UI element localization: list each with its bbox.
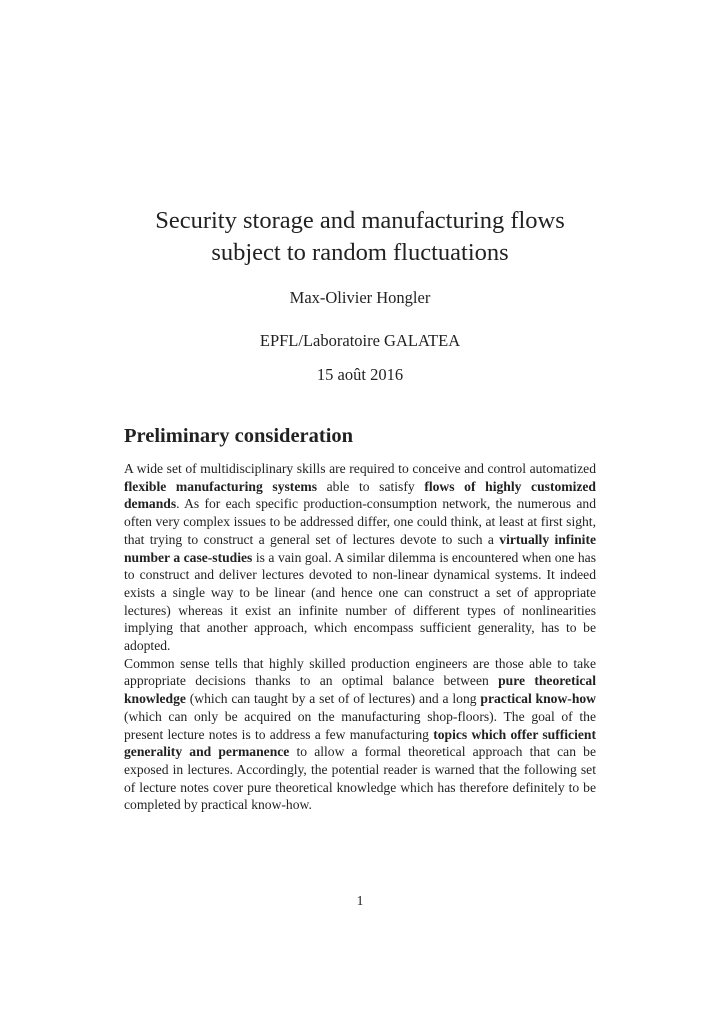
paragraph-2-emphasis-3: topics which offer sufficient generality and permanence <box>124 726 596 760</box>
title-line-2: subject to random fluctuations <box>211 239 509 266</box>
paragraph-2-text-4: to allow a formal theoretical approach that can be exposed in lectures. Accordingly, the potential reader is warned that the following set of lecture notes cover pure theoretical knowledge which has therefore definitely to be completed by practical know-how. <box>124 744 596 813</box>
paragraph-1-emphasis-1: flexible manufacturing systems <box>124 478 317 494</box>
paragraph-2 <box>124 655 596 814</box>
paragraph-1 <box>124 460 596 655</box>
paragraph-2-text-1: Common sense tells that highly skilled production engineers are those able to take appropriate decisions thanks to an optimal balance between <box>124 655 596 689</box>
page-number: 1 <box>356 893 364 908</box>
paragraph-1-text-2: able to satisfy <box>317 478 425 494</box>
paper-title <box>120 205 600 269</box>
paragraph-1-emphasis-2: flows of highly customized demands <box>124 478 596 512</box>
section-body <box>124 460 596 814</box>
section-heading: Preliminary consideration <box>124 425 354 447</box>
paragraph-2-text-2: (which can taught by a set of of lectures) and a long <box>185 691 481 707</box>
author-name: Max-Olivier Hongler <box>289 288 431 307</box>
affiliation: EPFL/Laboratoire GALATEA <box>259 331 461 350</box>
paragraph-1-text-1: A wide set of multidisciplinary skills are required to conceive and control automatized <box>124 461 596 476</box>
paragraph-2-text-3: (which can only be acquired on the manufacturing shop-floors). The goal of the present lecture notes is to address a few manufacturing <box>124 708 596 742</box>
publication-date: 15 août 2016 <box>316 365 404 384</box>
paragraph-1-text-4: is a vain goal. A similar dilemma is encountered when one has to construct and deliver lectures devoted to non-linear dynamical systems. It indeed exists a single way to be linear (and hence one can construct a set of appropriate lectures) whereas it exist an infinite number of different types of nonlinearities implying that another approach, which encompass sufficient generality, has to be adopted. <box>124 549 597 654</box>
paragraph-2-emphasis-2: practical know-how <box>480 691 596 707</box>
title-line-1: Security storage and manufacturing flows <box>155 207 565 234</box>
paragraph-2-emphasis-1: pure theoretical knowledge <box>124 673 596 707</box>
paragraph-1-text-3: . As for each specific production-consumption network, the numerous and often very complex issues to be addressed differ, one could think, at least at first sight, that trying to construct a general set of lectures devote to such a <box>124 496 596 547</box>
paragraph-1-emphasis-3: virtually infinite number a case-studies <box>124 531 597 565</box>
